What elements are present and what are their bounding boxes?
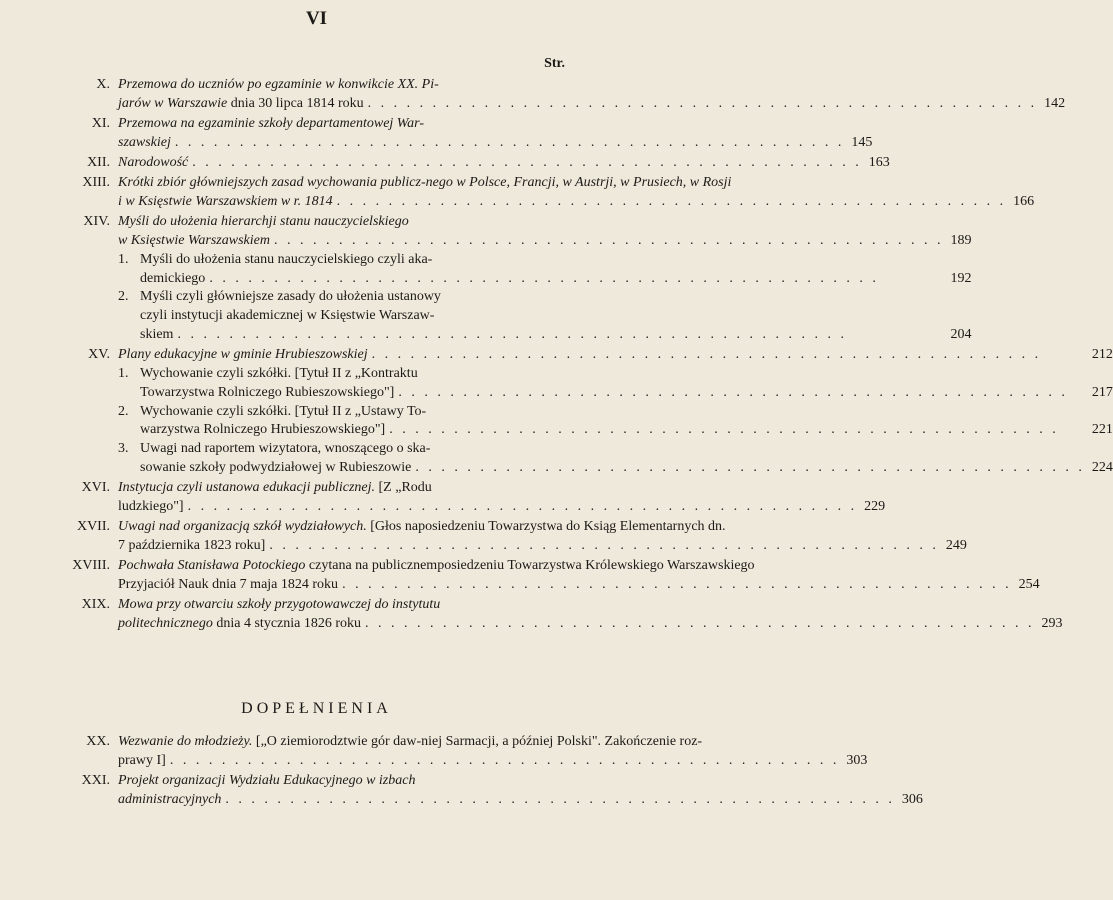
- entry-last-text: [118, 346, 368, 365]
- dot-leader: . . . . . . . . . . . . . . . . . . . . . . . . . . . . . . . . . . . . . . . . . . . . . . . . . . . .: [415, 459, 1085, 475]
- toc-entry: [50, 596, 1063, 634]
- dot-leader: . . . . . . . . . . . . . . . . . . . . . . . . . . . . . . . . . . . . . . . . . . . . . . . . . . . .: [187, 498, 858, 514]
- subentry-lead-text: Wychowanie czyli szkółki. [Tytuł II z „Ustawy To-: [140, 403, 427, 419]
- dot-leader: . . . . . . . . . . . . . . . . . . . . . . . . . . . . . . . . . . . . . . . . . . . . . . . . . . . .: [174, 134, 845, 150]
- dot-leader: . . . . . . . . . . . . . . . . . . . . . . . . . . . . . . . . . . . . . . . . . . . . . . . . . . . .: [371, 347, 1042, 363]
- dot-leader: . . . . . . . . . . . . . . . . . . . . . . . . . . . . . . . . . . . . . . . . . . . . . . . . . . . .: [398, 384, 1068, 400]
- entry-body: [118, 557, 1040, 595]
- entry-last-line: [118, 615, 1063, 634]
- toc-entry: [50, 346, 1113, 478]
- entry-body: [118, 213, 971, 345]
- entry-last-line: [118, 95, 1065, 114]
- entry-text-segment: posiedzeniu Towarzystwa Królewskiego Warszawskiego: [437, 558, 755, 574]
- dot-leader: . . . . . . . . . . . . . . . . . . . . . . . . . . . . . . . . . . . . . . . . . . . . . . . . . . . .: [273, 232, 944, 248]
- entry-text-segment: niej Sarmacji, a później Polski". Zakończenie roz-: [421, 734, 703, 749]
- entry-last-text: warzystwa Rolniczego Hrubieszowskiego"]: [140, 422, 386, 438]
- page-ref: 293: [1041, 615, 1063, 631]
- entry-last-text: [118, 154, 188, 173]
- entry-body: [118, 154, 890, 173]
- entry-number: XI.: [91, 115, 110, 131]
- entry-text-segment: dnia 4 stycznia 1826 roku: [212, 615, 362, 631]
- page-ref: 249: [945, 537, 967, 553]
- dot-leader: . . . . . . . . . . . . . . . . . . . . . . . . . . . . . . . . . . . . . . . . . . . . . . . . . . . .: [225, 791, 895, 807]
- entry-body: [118, 596, 1063, 634]
- dot-leader: . . . . . . . . . . . . . . . . . . . . . . . . . . . . . . . . . . . . . . . . . . . . . . . . . . . .: [367, 95, 1038, 111]
- entry-text-segment: nego w Polsce, Francji, w Austrji, w Prusiech, w Rosji: [425, 175, 732, 191]
- entry-last-text: sowanie szkoły podwydziałowej w Rubieszowie: [140, 459, 412, 475]
- toc-subentry: [118, 440, 1113, 478]
- entry-text-segment: [„O ziemiorodztwie gór daw-: [252, 734, 422, 749]
- entry-number: XVIII.: [72, 558, 110, 574]
- dot-leader: . . . . . . . . . . . . . . . . . . . . . . . . . . . . . . . . . . . . . . . . . . . . . . . . . . . .: [209, 270, 879, 286]
- subentry-body: [140, 365, 1113, 403]
- entry-text-segment: Mowa przy otwarciu szkoły przygotowawczej do instytutu: [118, 597, 441, 613]
- entry-number: X.: [96, 77, 110, 92]
- toc-entry: [50, 76, 1066, 114]
- entry-lead-text: [118, 518, 967, 537]
- entry-last-text: skiem: [140, 326, 174, 342]
- dot-leader: . . . . . . . . . . . . . . . . . . . . . . . . . . . . . . . . . . . . . . . . . . . . . . . . . . . .: [365, 615, 1035, 631]
- entry-text-segment: jarów w Warszawie: [118, 95, 228, 111]
- entry-text-segment: ludzkiego"]: [118, 498, 184, 514]
- toc-entry: [50, 115, 873, 153]
- entry-body: [118, 346, 1113, 478]
- dot-leader: . . . . . . . . . . . . . . . . . . . . . . . . . . . . . . . . . . . . . . . . . . . . . . . . . . . .: [342, 576, 1012, 592]
- entry-last-text: [118, 791, 221, 810]
- entry-last-text: [118, 498, 184, 517]
- subentry-lead-text: Myśli czyli główniejsze zasady do ułożenia ustanowy: [140, 289, 441, 305]
- entry-number: XV.: [88, 347, 110, 363]
- toc-entry: [50, 174, 1035, 212]
- entry-text-segment: Pochwała Stanisława Potockiego: [118, 558, 306, 574]
- toc-entry: [50, 557, 1040, 595]
- entry-text-segment: posiedzeniu Towarzystwa do Ksiąg Elementarnych dn.: [418, 519, 726, 535]
- page-ref: 204: [950, 326, 972, 342]
- entry-last-line: [140, 384, 1113, 403]
- toc-subentry: [118, 403, 1113, 441]
- entry-text-segment: administracyjnych: [118, 791, 222, 807]
- entry-text-segment: Instytucja czyli ustanowa edukacji publicznej.: [118, 480, 376, 496]
- entry-text-segment: Plany edukacyjne w gminie Hrubieszowskiej: [118, 347, 368, 363]
- entry-body: [118, 733, 867, 771]
- entry-last-line: [118, 346, 1113, 365]
- page-ref: 145: [851, 134, 873, 150]
- entry-text-segment: i w Księstwie Warszawskiem w r. 1814: [118, 193, 333, 209]
- entry-text-segment: prawy I]: [118, 752, 166, 768]
- entry-lead-text: [118, 557, 1040, 576]
- subentry-body: [140, 403, 1113, 441]
- entry-last-text: [118, 537, 265, 556]
- subentry-body: [140, 251, 971, 289]
- entry-lead-text: [118, 213, 971, 232]
- entry-text-segment: Narodowość: [118, 154, 189, 170]
- entry-body: [118, 479, 885, 517]
- toc-subentry: [118, 251, 971, 289]
- entry-number: XVII.: [76, 519, 110, 535]
- subentry-number: 2.: [118, 289, 129, 305]
- subentry-number: 2.: [118, 403, 129, 419]
- subentry-lead-text: Myśli do ułożenia stanu nauczycielskiego czyli aka-: [140, 251, 433, 267]
- entry-number: XII.: [87, 154, 110, 170]
- entry-text-segment: czytana na publicznem: [305, 558, 438, 574]
- entry-number: XIV.: [83, 214, 110, 230]
- entry-last-text: [118, 576, 338, 595]
- toc-entry: [50, 213, 972, 345]
- entry-last-text: [118, 232, 270, 251]
- entry-last-text: [118, 193, 333, 212]
- entry-last-line: [118, 498, 885, 517]
- entry-text-segment: Myśli do ułożenia hierarchji stanu nauczycielskiego: [118, 214, 409, 230]
- dot-leader: . . . . . . . . . . . . . . . . . . . . . . . . . . . . . . . . . . . . . . . . . . . . . . . . . . . .: [192, 154, 862, 170]
- toc-entry: [50, 772, 923, 810]
- dot-leader: . . . . . . . . . . . . . . . . . . . . . . . . . . . . . . . . . . . . . . . . . . . . . . . . . . . .: [177, 326, 847, 342]
- entry-text-segment: Przyjaciół Nauk dnia 7 maja 1824 roku: [118, 576, 339, 592]
- entry-number: XIII.: [82, 175, 110, 191]
- entry-last-line: [140, 270, 971, 289]
- dot-leader: . . . . . . . . . . . . . . . . . . . . . . . . . . . . . . . . . . . . . . . . . . . . . . . . . . . .: [389, 422, 1059, 438]
- entry-last-line: [118, 193, 1034, 212]
- entry-lead-text: [118, 772, 923, 791]
- subentry-body: [140, 440, 1113, 478]
- subentry-number: 1.: [118, 251, 129, 267]
- dot-leader: . . . . . . . . . . . . . . . . . . . . . . . . . . . . . . . . . . . . . . . . . . . . . . . . . . . .: [169, 752, 840, 768]
- page-ref: 212: [1091, 347, 1113, 363]
- entry-last-line: [118, 134, 872, 153]
- entry-body: [118, 174, 1034, 212]
- entry-last-text: [118, 615, 361, 634]
- page-ref: 229: [864, 498, 886, 514]
- entry-last-line: [118, 537, 967, 556]
- subentry-number: 3.: [118, 441, 129, 457]
- entry-text-segment: szawskiej: [118, 134, 171, 150]
- entry-text-segment: Projekt organizacji Wydziału Edukacyjnego w izbach: [118, 772, 416, 788]
- toc-subentry: [118, 288, 971, 344]
- toc-list: [50, 76, 1113, 635]
- page-ref: 189: [950, 232, 972, 248]
- page-ref: 166: [1013, 193, 1035, 209]
- entry-lead-text: [118, 596, 1063, 615]
- entry-last-line: [140, 326, 971, 345]
- entry-number: XXI.: [81, 772, 110, 788]
- dot-leader: . . . . . . . . . . . . . . . . . . . . . . . . . . . . . . . . . . . . . . . . . . . . . . . . . . . .: [336, 193, 1007, 209]
- page-ref: 163: [868, 154, 890, 170]
- entry-body: [118, 76, 1065, 114]
- page-ref: 217: [1091, 384, 1113, 400]
- entry-lead-text: [118, 115, 872, 134]
- entry-text-segment: [Głos na: [366, 519, 419, 535]
- entry-last-line: [118, 232, 971, 251]
- entry-body: [118, 772, 923, 810]
- entry-lead-text: [118, 733, 867, 752]
- dot-leader: . . . . . . . . . . . . . . . . . . . . . . . . . . . . . . . . . . . . . . . . . . . . . . . . . . . .: [269, 537, 939, 553]
- page-ref: 192: [950, 270, 972, 286]
- entry-body: [118, 115, 872, 153]
- toc-entry: [50, 479, 886, 517]
- page-ref: 224: [1091, 459, 1113, 475]
- entry-text-segment: [Z „Rodu: [375, 480, 432, 496]
- toc-entry: [50, 518, 967, 556]
- toc-list-supplement: [50, 733, 923, 811]
- entry-last-line: [140, 421, 1113, 440]
- subentry-lead-text: Uwagi nad raportem wizytatora, wnoszącego o ska-: [140, 441, 431, 457]
- page-ref: 254: [1018, 576, 1040, 592]
- entry-text-segment: Przemowa na egzaminie szkoły departamentowej War-: [118, 115, 425, 131]
- entry-text-segment: Wezwanie do młodzieży.: [118, 734, 253, 749]
- entry-text-segment: Uwagi nad organizacją szkół wydziałowych.: [118, 519, 367, 535]
- page-number: VI: [305, 8, 328, 29]
- entry-lead-text: [118, 479, 885, 498]
- entry-text-segment: 7 października 1823 roku]: [118, 537, 266, 553]
- toc-entry: [50, 154, 890, 173]
- entry-last-line: [118, 791, 923, 810]
- page-ref: 306: [901, 791, 923, 807]
- page-ref: 303: [846, 752, 868, 768]
- section-heading: DOPEŁNIENIA: [241, 700, 392, 717]
- entry-last-text: [118, 95, 364, 114]
- entry-last-line: [118, 752, 867, 771]
- entry-last-text: [118, 752, 166, 771]
- entry-last-text: demickiego: [140, 270, 206, 286]
- entry-number: XX.: [86, 734, 110, 749]
- entry-text-segment: dnia 30 lipca 1814 roku: [227, 95, 364, 111]
- entry-lead-text: [118, 76, 1065, 95]
- subentry-body: [140, 288, 971, 344]
- entry-text-segment: Przemowa do uczniów po egzaminie w konwikcie XX. Pi-: [118, 77, 439, 92]
- toc-entry: [50, 733, 868, 771]
- entry-last-line: [140, 459, 1113, 478]
- subentry-lead-text: czyli instytucji akademicznej w Księstwie Warszaw-: [140, 308, 435, 324]
- page-ref: 221: [1091, 422, 1113, 438]
- entry-text-segment: w Księstwie Warszawskiem: [118, 232, 270, 248]
- entry-body: [118, 518, 967, 556]
- entry-lead-text: [118, 174, 1034, 193]
- page-ref: 142: [1044, 95, 1066, 111]
- subentry-number: 1.: [118, 365, 129, 381]
- entry-number: XVI.: [81, 480, 110, 496]
- entry-number: XIX.: [81, 597, 110, 613]
- entry-text-segment: politechnicznego: [118, 615, 213, 631]
- entry-last-line: [118, 154, 890, 173]
- entry-last-text: [118, 134, 171, 153]
- page-column-label: Str.: [544, 56, 565, 71]
- entry-last-text: Towarzystwa Rolniczego Rubieszowskiego"]: [140, 384, 395, 400]
- entry-last-line: [118, 576, 1040, 595]
- toc-subentry: [118, 365, 1113, 403]
- entry-text-segment: Krótki zbiór główniejszych zasad wychowania publicz-: [118, 175, 426, 191]
- subentry-lead-text: Wychowanie czyli szkółki. [Tytuł II z „Kontraktu: [140, 365, 418, 381]
